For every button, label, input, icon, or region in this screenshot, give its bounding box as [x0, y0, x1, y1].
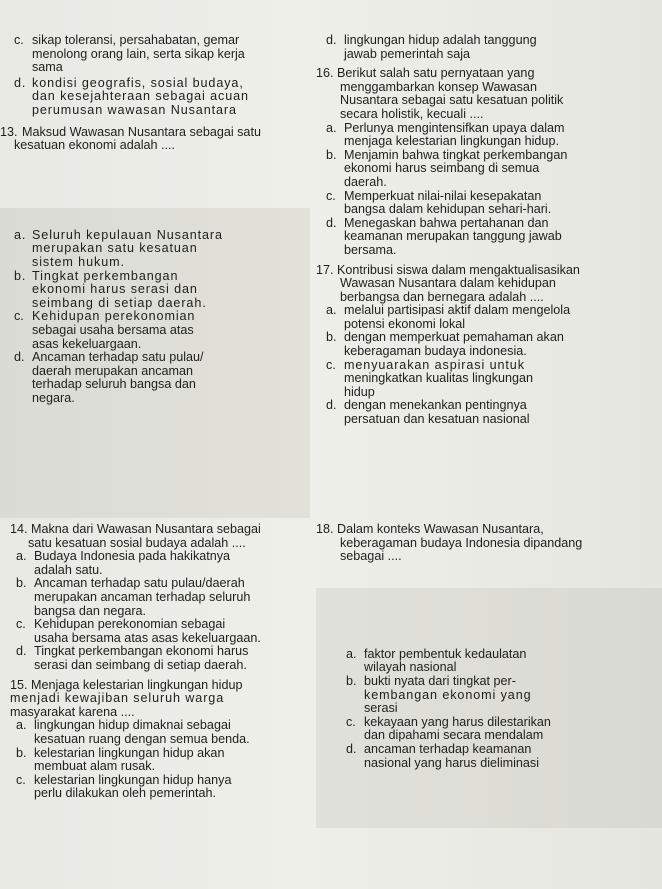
question-line: berbangsa dan bernegara adalah .... [340, 289, 544, 304]
question-15 [10, 679, 306, 720]
q17-option-d [326, 399, 656, 426]
q17-option-c [326, 359, 656, 400]
q16-option-d [326, 217, 656, 258]
option-line: menjaga kelestarian lingkungan hidup. [344, 134, 559, 149]
option-line: faktor pembentuk kedaulatan [364, 646, 527, 661]
question-line: secara holistik, kecuali .... [340, 106, 484, 121]
option-key: d. [326, 215, 337, 230]
q13-option-b [14, 270, 310, 311]
option-line: Seluruh kepulauan Nusantara [32, 227, 223, 242]
q17-option-a [326, 304, 656, 331]
question-number: 15. [10, 677, 28, 692]
question-13 [0, 124, 310, 153]
option-line: nasional yang harus dieliminasi [364, 755, 540, 770]
option-line: asas kekeluargaan. [32, 336, 142, 351]
option-line: sistem hukum. [32, 254, 125, 269]
option-line: dan dipahami secara mendalam [364, 728, 544, 743]
question-14 [10, 523, 306, 550]
option-line: Kehidupan perekonomian sebagai [34, 617, 226, 632]
question-line: menjadi kewajiban seluruh warga [10, 691, 225, 706]
option-line: wilayah nasional [364, 660, 457, 675]
option-line: usaha bersama atas asas kekeluargaan. [34, 630, 261, 645]
option-line: meningkatkan kualitas lingkungan [344, 371, 534, 386]
question-line: kesatuan ekonomi adalah .... [14, 138, 176, 153]
option-line: Ancaman terhadap satu pulau/ [32, 350, 204, 365]
option-line: merupakan ancaman terhadap seluruh [34, 589, 251, 604]
option-key: b. [326, 330, 337, 345]
option-line: Budaya Indonesia pada hakikatnya [34, 549, 231, 564]
option-line: seimbang di setiap daerah. [32, 295, 207, 310]
option-line: daerah. [344, 174, 387, 189]
option-key: a. [346, 646, 357, 661]
option-line: kembangan ekonomi yang [364, 687, 532, 702]
question-number: 17. [316, 262, 334, 277]
question-line: menggambarkan konsep Wawasan [340, 79, 537, 94]
option-line: Ancaman terhadap satu pulau/daerah [34, 576, 245, 591]
option-line: sebagai usaha bersama atas [32, 322, 194, 337]
prev-question-option-d-right [326, 34, 656, 61]
question-line: Kontribusi siswa dalam mengaktualisasikan [337, 262, 580, 277]
option-key: d. [346, 741, 357, 756]
question-line: Menjaga kelestarian lingkungan hidup [31, 677, 243, 692]
option-line: perumusan wawasan Nusantara [32, 102, 237, 117]
option-key: a. [16, 549, 27, 564]
question-line-first [10, 679, 306, 693]
option-key: d. [326, 398, 337, 413]
option-line: bukti nyata dari tingkat per- [364, 673, 516, 688]
option-line: ancaman terhadap keamanan [364, 741, 532, 756]
option-line: dengan memperkuat pemahaman akan [344, 330, 564, 345]
option-line: sikap toleransi, persahabatan, gemar [32, 33, 240, 47]
option-line: dengan menekankan pentingnya [344, 398, 527, 413]
q14-option-c [16, 618, 306, 645]
option-line: bangsa dalam kehidupan sehari-hari. [344, 202, 552, 217]
option-line: potensi ekonomi lokal [344, 316, 466, 331]
option-key: c. [16, 772, 26, 787]
option-key: a. [16, 718, 27, 733]
left-column-top [0, 33, 310, 405]
option-line: Menegaskan bahwa pertahanan dan [344, 215, 549, 230]
option-key: b. [346, 673, 357, 688]
question-line: keberagaman budaya Indonesia dipandang [340, 535, 583, 550]
question-number: 18. [316, 522, 334, 536]
question-number: 14. [10, 522, 28, 536]
option-line: membuat alam rusak. [34, 759, 156, 774]
q13-option-c [14, 310, 310, 351]
q18-option-c [346, 716, 656, 743]
question-line: Makna dari Wawasan Nusantara sebagai [31, 522, 261, 536]
question-line: satu kesatuan sosial budaya adalah .... [28, 535, 246, 550]
question-number: 16. [316, 66, 334, 81]
option-line: merupakan satu kesatuan [32, 241, 198, 256]
prev-question-option-c [14, 34, 310, 75]
option-line: hidup [344, 384, 375, 399]
option-line: terhadap seluruh bangsa dan [32, 377, 196, 392]
option-line: kondisi geografis, sosial budaya, [32, 75, 244, 90]
option-line: kekayaan yang harus dilestarikan [364, 714, 551, 729]
q15-option-b [16, 747, 306, 774]
option-line: daerah merupakan ancaman [32, 363, 194, 378]
question-line-first [316, 264, 656, 278]
option-key: c. [14, 309, 24, 324]
option-line: Kehidupan perekonomian [32, 309, 196, 324]
option-key: a. [326, 120, 337, 135]
question-16 [316, 67, 656, 121]
q18-option-b [346, 675, 656, 716]
option-line: serasi [364, 701, 398, 716]
option-line: ekonomi harus seimbang di semua [344, 161, 540, 176]
option-line: adalah satu. [34, 562, 103, 577]
question-line: Maksud Wawasan Nusantara sebagai satu [22, 124, 261, 139]
option-line: Perlunya mengintensifkan upaya dalam [344, 120, 565, 135]
option-key: b. [326, 147, 337, 162]
q16-option-a [326, 122, 656, 149]
option-key: d. [14, 350, 25, 365]
q17-option-b [326, 331, 656, 358]
option-key: b. [16, 576, 27, 591]
option-line: lingkungan hidup dimaknai sebagai [34, 718, 231, 733]
option-line: Tingkat perkembangan ekonomi harus [34, 644, 249, 659]
option-line: serasi dan seimbang di setiap daerah. [34, 657, 247, 672]
option-key: c. [326, 188, 336, 203]
option-line: kesatuan ruang dengan semua benda. [34, 731, 250, 746]
question-18 [316, 523, 656, 564]
question-line: Dalam konteks Wawasan Nusantara, [337, 522, 544, 536]
option-line: Tingkat perkembangan [32, 268, 179, 283]
question-line: Wawasan Nusantara dalam kehidupan [340, 276, 556, 291]
question-line-first [10, 523, 306, 537]
option-key: a. [14, 227, 27, 242]
option-line: sama [32, 60, 63, 75]
option-line: menolong orang lain, serta sikap kerja [32, 46, 245, 61]
option-line: lingkungan hidup adalah tanggung [344, 33, 537, 47]
option-key: d. [16, 644, 27, 659]
option-line: Memperkuat nilai-nilai kesepakatan [344, 188, 542, 203]
option-line: keamanan merupakan tanggung jawab [344, 229, 562, 244]
q14-option-b [16, 577, 306, 618]
q14-option-a [16, 550, 306, 577]
option-key: c. [326, 357, 336, 372]
question-line-first [316, 67, 656, 81]
q13-option-a [14, 229, 310, 270]
option-key: d. [326, 33, 337, 47]
question-line: Nusantara sebagai satu kesatuan politik [340, 93, 564, 108]
question-line: masyarakat karena .... [10, 704, 135, 719]
question-line: Berikut salah satu pernyataan yang [337, 66, 535, 81]
option-line: bersama. [344, 242, 397, 257]
right-column-bottom [316, 523, 656, 770]
option-key: b. [16, 745, 27, 760]
q13-option-d [14, 351, 310, 405]
option-line: jawab pemerintah saja [344, 46, 471, 61]
option-line: keberagaman budaya indonesia. [344, 344, 527, 359]
q14-option-d [16, 645, 306, 672]
q15-option-a [16, 719, 306, 746]
option-line: negara. [32, 390, 75, 405]
question-17 [316, 264, 656, 305]
prev-question-option-d [14, 77, 310, 118]
spacer [14, 153, 310, 229]
option-key: d. [14, 75, 27, 90]
option-key: c. [16, 617, 26, 632]
option-line: kelestarian lingkungan hidup akan [34, 745, 225, 760]
option-line: Menjamin bahwa tingkat perkembangan [344, 147, 568, 162]
question-number: 13. [0, 124, 18, 139]
question-line: sebagai .... [340, 549, 402, 564]
option-line: menyuarakan aspirasi untuk [344, 357, 525, 372]
option-line: persatuan dan kesatuan nasional [344, 412, 530, 427]
q18-option-d [346, 743, 656, 770]
option-key: a. [326, 303, 337, 318]
left-column-bottom [10, 523, 306, 801]
option-line: perlu dilakukan oleh pemerintah. [34, 786, 217, 801]
q18-option-a [346, 648, 656, 675]
option-key: c. [346, 714, 356, 729]
option-line: bangsa dan negara. [34, 603, 147, 618]
right-column-top [316, 34, 656, 427]
option-line: dan kesejahteraan sebagai acuan [32, 89, 249, 104]
option-line: melalui partisipasi aktif dalam mengelola [344, 303, 571, 318]
option-key: c. [14, 33, 24, 47]
question-line-first [316, 523, 656, 537]
option-line: kelestarian lingkungan hidup hanya [34, 772, 232, 787]
spacer [316, 564, 656, 648]
option-line: ekonomi harus serasi dan [32, 282, 198, 297]
option-key: b. [14, 268, 27, 283]
q15-option-c [16, 774, 306, 801]
q16-option-c [326, 190, 656, 217]
q16-option-b [326, 149, 656, 190]
